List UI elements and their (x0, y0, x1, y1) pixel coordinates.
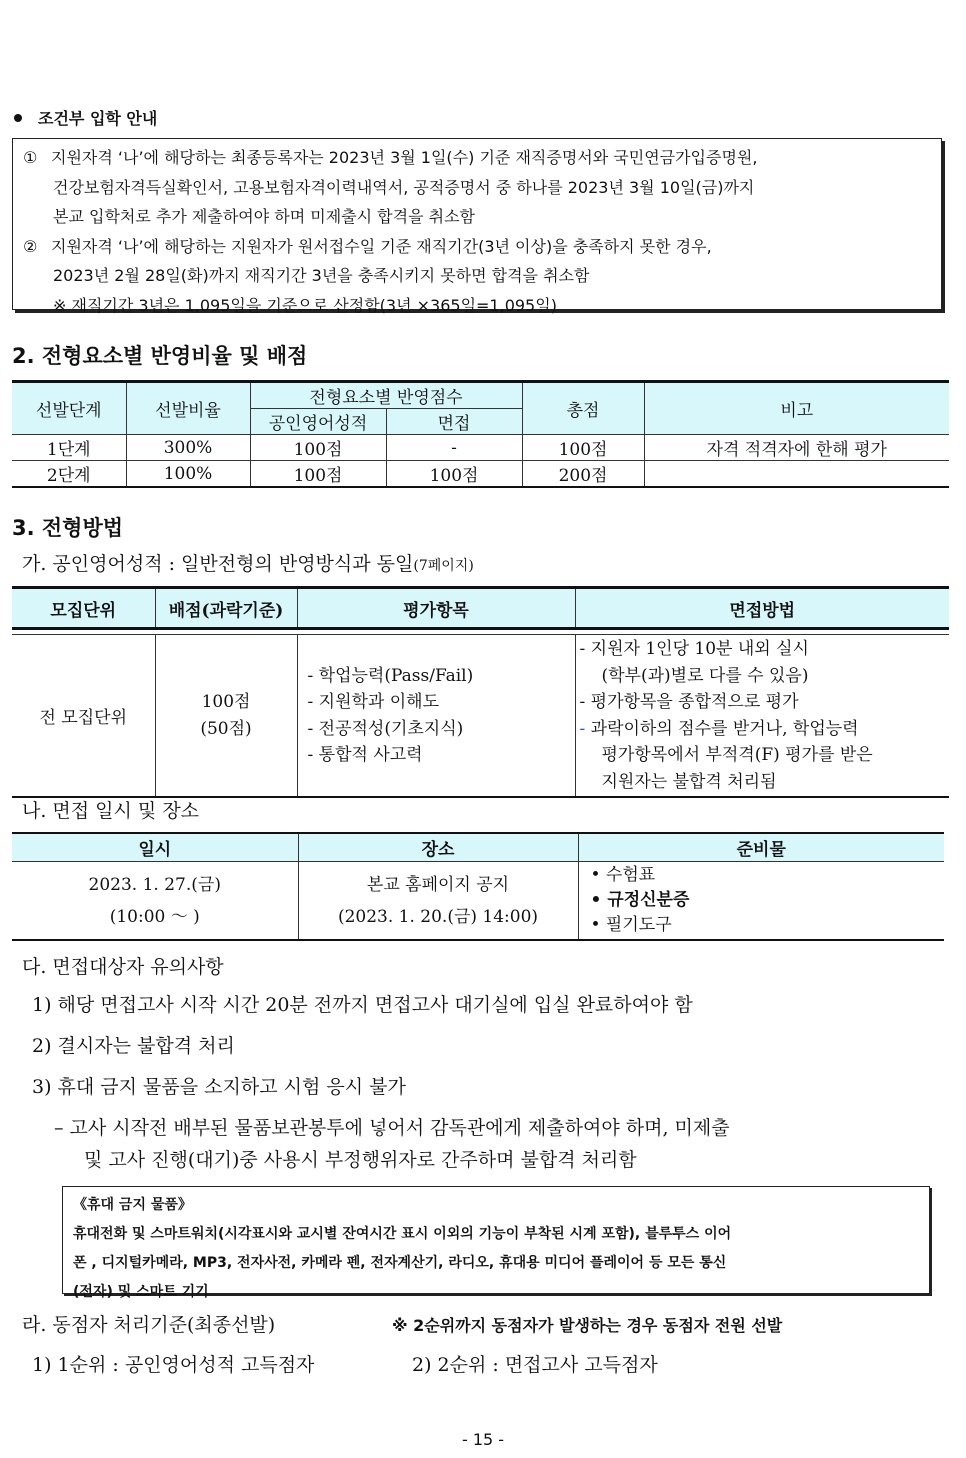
interview-date: 2023. 1. 27.(금) (88, 874, 221, 895)
header-date: 일시 (12, 833, 298, 862)
cell-english: 100점 (250, 461, 386, 488)
conditional-line-text: 건강보험자격득실확인서, 고용보험자격이력내역서, 공적증명서 중 하나를 2023년 3월 10일(금)까지 (53, 177, 755, 197)
section-3-heading: 3. 전형방법 (12, 516, 124, 540)
cell-ratio: 100% (126, 461, 250, 488)
header-method: 면접방법 (575, 588, 949, 629)
section-2-heading: 2. 전형요소별 반영비율 및 배점 (12, 344, 308, 368)
page-number: - 15 - (461, 1430, 505, 1449)
list-item: (학부(과)별로 다를 수 있음) (601, 665, 809, 686)
conditional-admission-title (14, 106, 157, 129)
cell-stage: 2단계 (12, 461, 126, 488)
list-item: - 학업능력(Pass/Fail) (307, 665, 474, 686)
subsection-ra: 라. 동점자 처리기준(최종선발) (22, 1314, 276, 1336)
table-row (12, 461, 949, 488)
header-interview: 면접 (386, 409, 522, 435)
subsection-ga (22, 549, 474, 576)
cell-stage: 1단계 (12, 435, 126, 461)
rank-2: 2) 2순위 : 면접고사 고득점자 (412, 1354, 658, 1376)
conditional-line-text: ※ 재직기간 3년은 1,095일을 기준으로 산정함(3년 ×365일=1,095일) (53, 295, 557, 315)
header-note: 비고 (644, 382, 949, 435)
conditional-line (23, 202, 931, 232)
prohibited-items-line: (전자) 및 스마트 기기 (73, 1284, 209, 1300)
conditional-title-text: 조건부 입학 안내 (38, 109, 158, 128)
table-row (12, 862, 944, 941)
bullet-icon (14, 114, 22, 122)
score-ratio-table (12, 380, 949, 488)
notice-item-1: 1) 해당 면접고사 시작 시간 20분 전까지 면접고사 대기실에 입실 완료하여야 함 (32, 994, 693, 1016)
header-english: 공인영어성적 (250, 409, 386, 435)
cutoff-value: (50점) (200, 718, 252, 739)
list-item: - 전공적성(기초지식) (307, 718, 464, 739)
interview-method-table (12, 586, 949, 798)
list-item: - 평가항목을 종합적으로 평가 (579, 692, 799, 712)
conditional-line-text: 2023년 2월 28일(화)까지 재직기간 3년을 충족시키지 못하면 합격을 취소함 (53, 266, 590, 286)
page-reference: (7페이지) (413, 558, 474, 574)
rank-1: 1) 1순위 : 공인영어성적 고득점자 (32, 1354, 315, 1376)
header-score: 배점(과락기준) (155, 588, 297, 629)
conditional-line-text: 지원자격 ‘나’에 해당하는 지원자가 원서접수일 기준 재직기간(3년 이상)을 충족하지 못한 경우, (51, 236, 712, 256)
cell-ratio: 300% (126, 435, 250, 461)
conditional-line (23, 291, 931, 321)
cell-method (575, 635, 949, 798)
subsection-na: 나. 면접 일시 및 장소 (22, 800, 200, 822)
interview-notice-date: (2023. 1. 20.(금) 14:00) (337, 906, 539, 927)
subsection-da: 다. 면접대상자 유의사항 (22, 956, 224, 978)
cell-interview: - (386, 435, 522, 461)
conditional-line (23, 261, 931, 291)
score-value: 100점 (201, 691, 251, 712)
header-ratio: 선발비율 (126, 382, 250, 435)
list-item: • 규정신분증 (590, 890, 690, 910)
interview-time: (10:00 ～ ) (109, 906, 200, 927)
cell-prep (578, 862, 944, 941)
header-score-group: 전형요소별 반영점수 (250, 382, 522, 409)
list-item: - 지원학과 이해도 (307, 692, 440, 712)
item-number: ② (23, 236, 38, 256)
table-row (12, 635, 949, 798)
notice-item-2: 2) 결시자는 불합격 처리 (32, 1035, 235, 1057)
cell-total: 100점 (522, 435, 644, 461)
notice-dash-line: – 고사 시작전 배부된 물품보관봉투에 넣어서 감독관에게 제출하여야 하며, 미제출 (54, 1117, 730, 1139)
header-place: 장소 (298, 833, 578, 862)
list-item: 평가항목에서 부적격(F) 평가를 받은 (601, 745, 873, 765)
header-prep: 준비물 (578, 833, 944, 862)
conditional-line-text: 본교 입학처로 추가 제출하여야 하며 미제출시 합격을 취소함 (53, 207, 476, 227)
prohibited-items-line: 휴대전화 및 스마트워치(시각표시와 교시별 잔여시간 표시 이외의 기능이 부착된 시계 포함), 블루투스 이어 (73, 1226, 732, 1242)
cell-place (298, 862, 578, 941)
header-items: 평가항목 (297, 588, 575, 629)
cell-score (155, 635, 297, 798)
cell-note (644, 461, 949, 488)
list-item: • 수험표 (590, 865, 656, 885)
list-item: 지원자는 불합격 처리됨 (601, 771, 777, 792)
conditional-admission-box (12, 138, 942, 315)
subsection-ga-text: 가. 공인영어성적 : 일반전형의 반영방식과 동일 (22, 553, 414, 575)
cell-total: 200점 (522, 461, 644, 488)
prohibited-items-box (62, 1186, 930, 1300)
header-unit: 모집단위 (12, 588, 155, 629)
notice-item-3: 3) 휴대 금지 물품을 소지하고 시험 응시 불가 (32, 1076, 406, 1098)
cell-interview: 100점 (386, 461, 522, 488)
notice-dash-line-cont: 및 고사 진행(대기)중 사용시 부정행위자로 간주하며 불합격 처리함 (84, 1149, 637, 1171)
list-item: - 과락이하의 점수를 받거나, 학업능력 (579, 718, 859, 739)
prohibited-items-title: 《휴대 금지 물품》 (73, 1197, 192, 1213)
table-row (12, 435, 949, 461)
prohibited-items-line: 폰 , 디지털카메라, MP3, 전자사전, 카메라 펜, 전자계산기, 라디오, 휴대용 미디어 플레이어 등 모든 통신 (73, 1255, 727, 1271)
cell-date (12, 862, 298, 941)
list-item: • 필기도구 (590, 915, 672, 935)
conditional-line (23, 143, 931, 173)
tie-break-note: ※ 2순위까지 동점자가 발생하는 경우 동점자 전원 선발 (392, 1316, 783, 1335)
header-total: 총점 (522, 382, 644, 435)
cell-english: 100점 (250, 435, 386, 461)
item-number: ① (23, 148, 38, 167)
header-stage: 선발단계 (12, 382, 126, 435)
interview-schedule-table (12, 832, 944, 941)
cell-unit: 전 모집단위 (12, 635, 155, 798)
cell-note: 자격 적격자에 한해 평가 (644, 435, 949, 461)
conditional-line-text: 지원자격 ‘나’에 해당하는 최종등록자는 2023년 3월 1일(수) 기준 재직증명서와 국민연금가입증명원, (51, 148, 758, 167)
conditional-line (23, 173, 931, 203)
list-item: - 통합적 사고력 (307, 745, 423, 765)
interview-place: 본교 홈페이지 공지 (366, 874, 510, 895)
list-item: - 지원자 1인당 10분 내외 실시 (579, 639, 809, 659)
conditional-line (23, 232, 931, 262)
cell-items (297, 635, 575, 798)
